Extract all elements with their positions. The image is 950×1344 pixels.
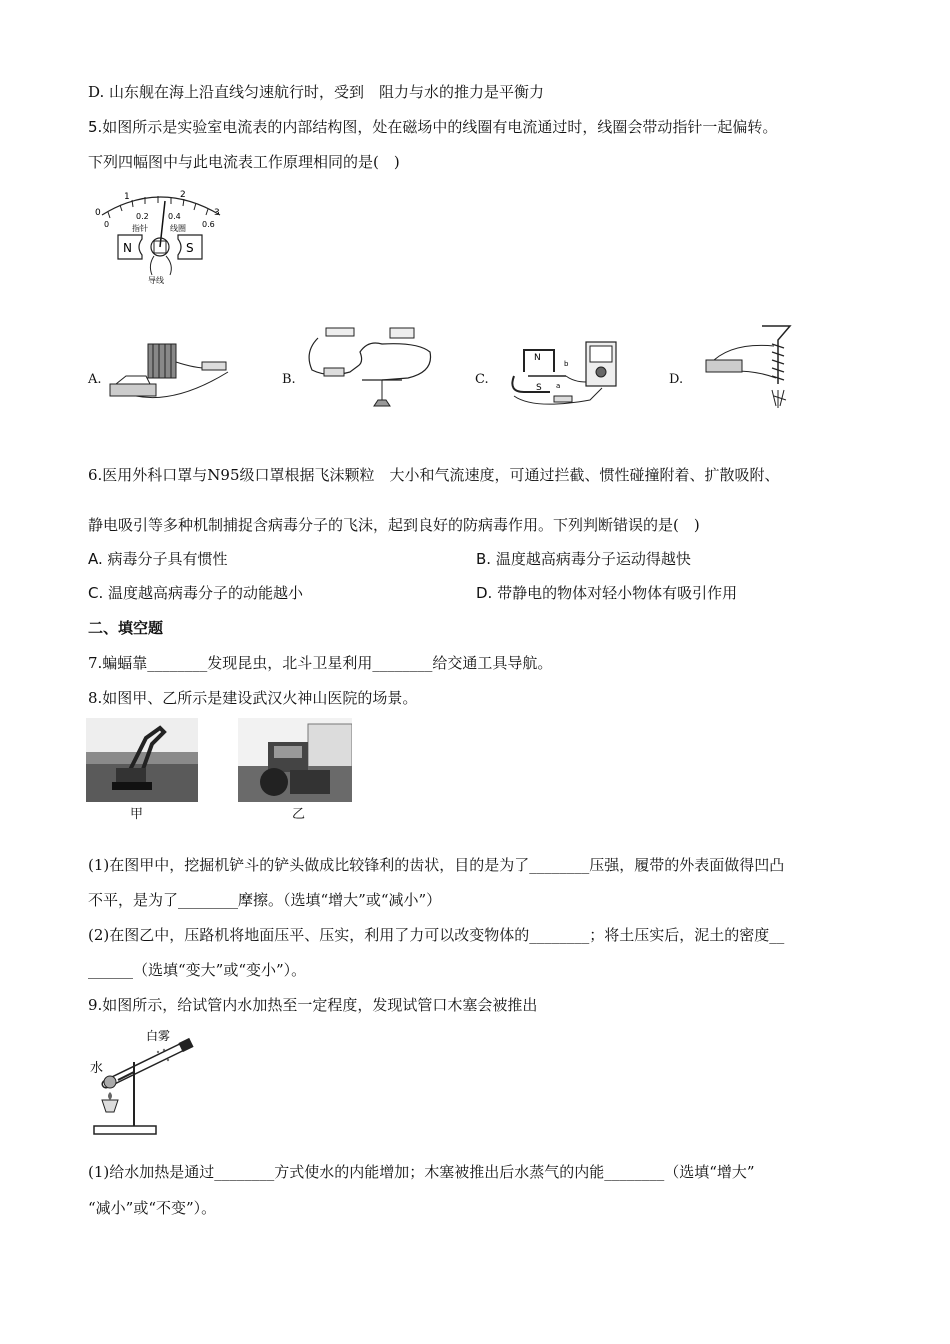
magnet-n-label: N xyxy=(123,241,132,255)
meter-tick-1: 1 xyxy=(124,192,130,202)
option-c-n-label: N xyxy=(534,353,541,363)
q6-stem-line2: 静电吸引等多种机制捕捉含病毒分子的飞沫，起到良好的防病毒作用。下列判断错误的是( ) xyxy=(88,516,700,534)
meter-tick-02: 0.2 xyxy=(136,212,149,221)
q6-option-a[interactable]: A. 病毒分子具有惯性 xyxy=(88,550,228,568)
option-c-a-label: a xyxy=(556,382,561,390)
meter-label-wire: 导线 xyxy=(148,276,164,285)
q4-option-d: D. 山东舰在海上沿直线匀速航行时，受到 阻力与水的推力是平衡力 xyxy=(88,83,545,101)
option-a-diagram xyxy=(106,332,236,407)
q5-stem-line1 xyxy=(88,117,777,137)
q5-option-a-label[interactable]: A. xyxy=(88,372,102,387)
meter-tick-0: 0 xyxy=(104,220,110,229)
q5-option-b-label[interactable]: B. xyxy=(282,372,296,387)
q8-part2-line2: ______（选填“变大”或“变小”）。 xyxy=(88,961,307,979)
q5-stem-line2: 下列四幅图中与此电流表工作原理相同的是( ) xyxy=(88,153,400,171)
photo-excavator xyxy=(86,718,198,802)
option-c-diagram xyxy=(494,336,634,412)
meter-tick-3: 3 xyxy=(214,208,220,218)
option-d-diagram xyxy=(690,320,810,416)
label-water: 水 xyxy=(90,1061,104,1076)
ammeter-diagram xyxy=(90,185,240,285)
option-c-b-label: b xyxy=(564,360,569,368)
meter-label-coil: 线圈 xyxy=(170,224,186,233)
q5-stem-text1: 5.如图所示是实验室电流表的内部结构图，处在磁场中的线圈有电流通过时，线圈会带动指针一起偏转。 xyxy=(88,118,778,136)
magnet-s-label: S xyxy=(186,241,194,255)
meter-pointer xyxy=(160,201,165,247)
option-b-diagram xyxy=(298,322,438,412)
q6-option-d[interactable]: D. 带静电的物体对轻小物体有吸引作用 xyxy=(476,584,738,602)
option-c-s-label: S xyxy=(536,383,542,393)
photo-road-roller xyxy=(238,718,352,802)
q6-option-c[interactable]: C. 温度越高病毒分子的动能越小 xyxy=(88,584,304,602)
q8-part1-line1: (1)在图甲中，挖掘机铲斗的铲头做成比较锋利的齿状，目的是为了________压强，履带的外表面做得凹凸 xyxy=(88,856,785,874)
meter-tick-06: 0.6 xyxy=(202,220,215,229)
test-tube-diagram xyxy=(88,1026,198,1141)
caption-jia: 甲 xyxy=(130,807,144,822)
q5-option-d-label[interactable]: D. xyxy=(669,372,684,387)
label-white-mist: 白雾 xyxy=(146,1029,171,1043)
q9-stem: 9.如图所示，给试管内水加热至一定程度，发现试管口木塞会被推出 xyxy=(88,996,538,1014)
meter-tick-0-top: 0 xyxy=(95,208,101,218)
q7-stem: 7.蝙蝠靠________发现昆虫，北斗卫星利用________给交通工具导航。 xyxy=(88,654,553,672)
q8-part2-line1: (2)在图乙中，压路机将地面压平、压实，利用了力可以改变物体的________；将土压实后，泥土的密度__ xyxy=(88,926,785,944)
q8-part1-line2: 不平，是为了________摩擦。（选填“增大”或“减小”） xyxy=(88,891,442,909)
meter-label-pointer: 指针 xyxy=(132,224,148,233)
meter-tick-2: 2 xyxy=(180,190,186,200)
q5-option-c-label[interactable]: C. xyxy=(475,372,489,387)
caption-yi: 乙 xyxy=(292,807,306,822)
q6-option-b[interactable]: B. 温度越高病毒分子运动得越快 xyxy=(476,550,691,568)
q9-part1-line1: (1)给水加热是通过________方式使水的内能增加；木塞被推出后水蒸气的内能________（选填“增大” xyxy=(88,1163,755,1181)
q8-stem: 8.如图甲、乙所示是建设武汉火神山医院的场景。 xyxy=(88,689,418,707)
section-title-fill-in: 二、填空题 xyxy=(88,619,164,637)
q9-part1-line2: “减小”或“不变”）。 xyxy=(88,1199,217,1217)
meter-tick-04: 0.4 xyxy=(168,212,181,221)
q6-stem-line1: 6.医用外科口罩与N95级口罩根据飞沫颗粒 大小和气流速度，可通过拦截、惯性碰撞附着、扩散吸附、 xyxy=(88,466,780,484)
